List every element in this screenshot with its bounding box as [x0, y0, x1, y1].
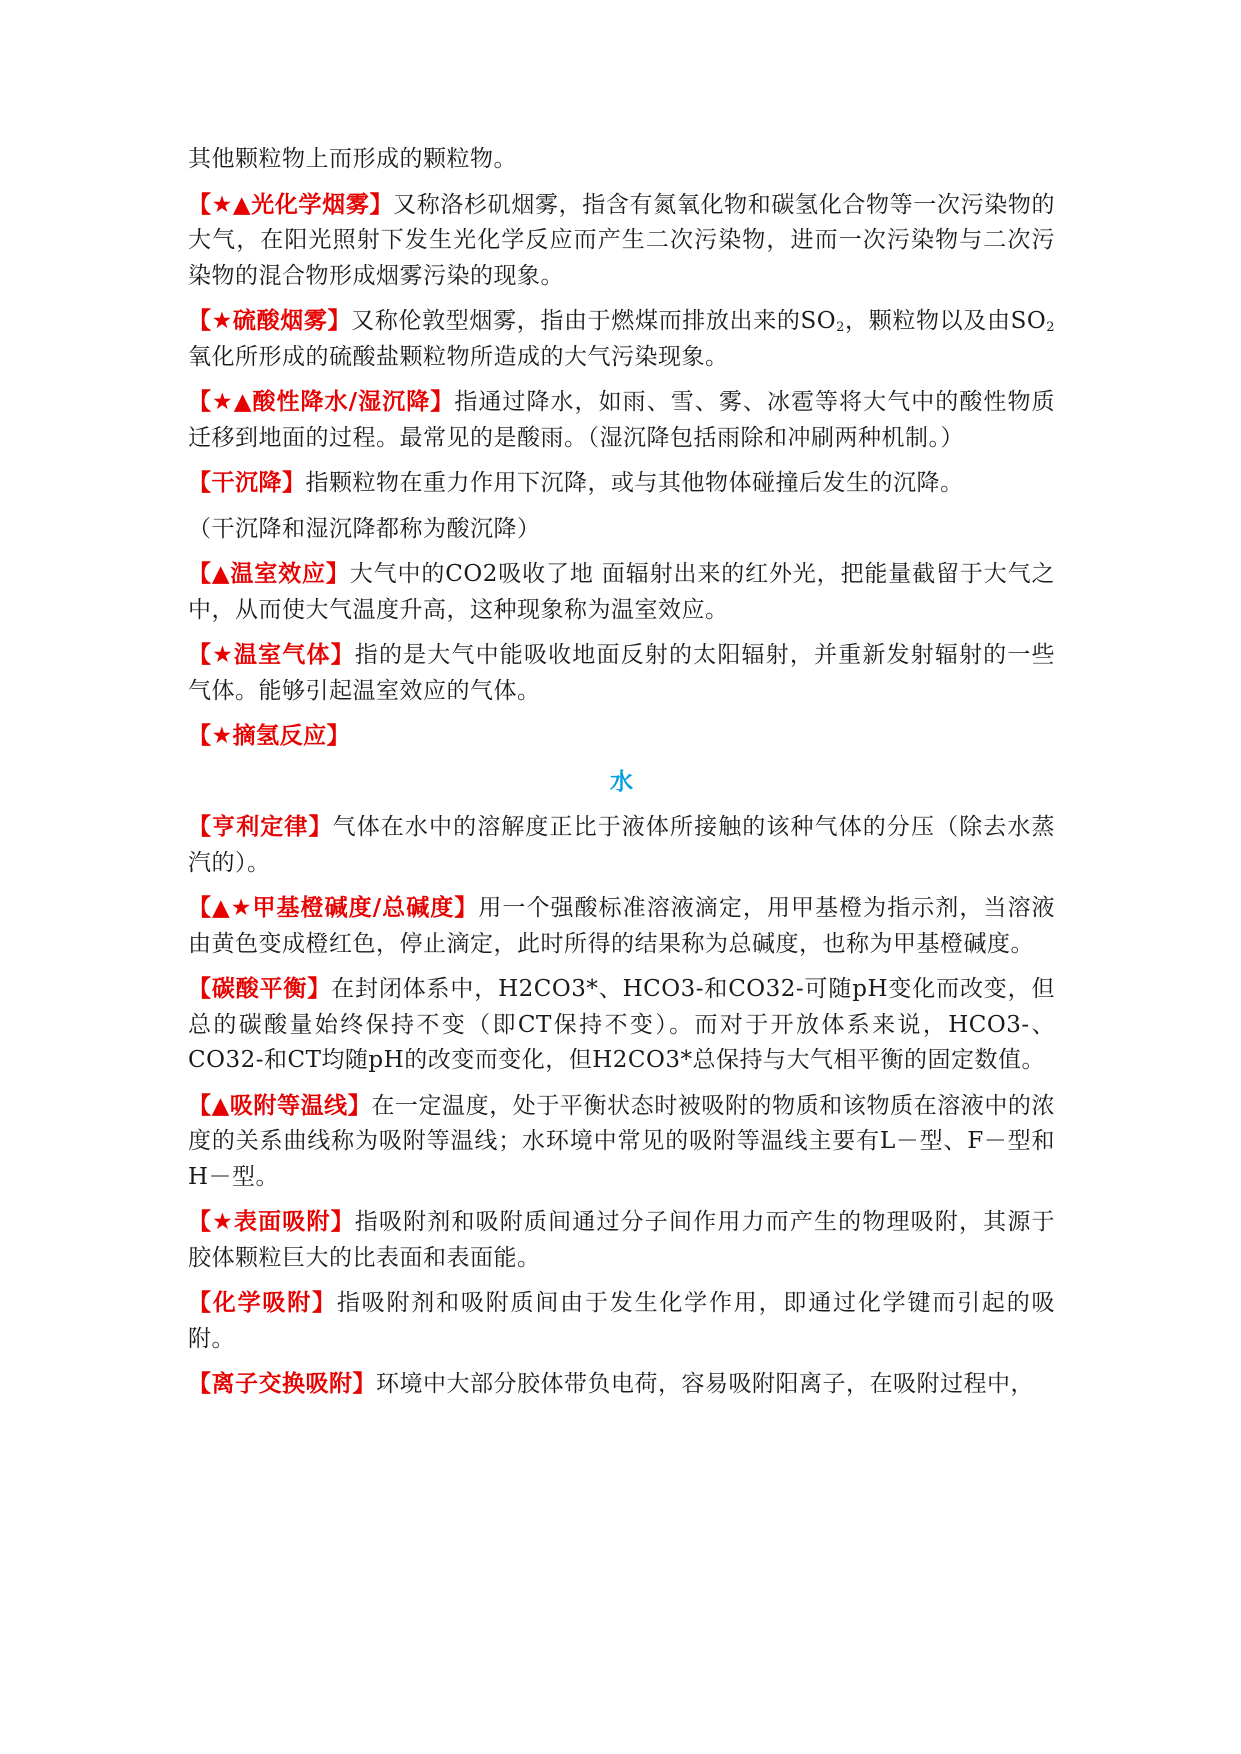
definition-text: 环境中大部分胶体带负电荷，容易吸附阳离子，在吸附过程中，: [376, 1371, 1034, 1397]
term-label: 【★摘氢反应】: [188, 723, 351, 749]
term-label: 【★表面吸附】: [188, 1209, 355, 1235]
definition-chemical-adsorption: [188, 1286, 1055, 1357]
note-acid-deposition: [188, 512, 1055, 548]
definition-text: 指吸附剂和吸附质间由于发生化学作用，即通过化学键而引起的吸附。: [188, 1290, 1056, 1352]
term-label: 【★硫酸烟雾】: [188, 308, 352, 334]
term-label: 【碳酸平衡】: [188, 976, 332, 1002]
term-label: 【★▲光化学烟雾】: [188, 191, 394, 218]
term-label: 【干沉降】: [188, 470, 306, 496]
term-label: 【★▲酸性降水/湿沉降】: [188, 389, 455, 415]
section-heading-water: 水: [610, 768, 633, 795]
definition-text: 指的是大气中能吸收地面反射的太阳辐射，并重新发射辐射的一些气体。能够引起温室效应的气体。: [188, 642, 1055, 704]
definition-photochemical-smog: [188, 188, 1055, 295]
definition-greenhouse-gas: [188, 638, 1055, 709]
definition-text: 指通过降水，如雨、雪、雾、冰雹等将大气中的酸性物质迁移到地面的过程。最常见的是酸雨。（湿沉降包括雨除和冲刷两种机制。）: [188, 389, 1056, 451]
definition-text: 又称洛杉矶烟雾，指含有氮氧化物和碳氢化合物等一次污染物的大气，在阳光照射下发生光化学反应而产生二次污染物，进而一次污染物与二次污染物的混合物形成烟雾污染的现象。: [188, 191, 1056, 289]
definition-acid-precipitation: [188, 385, 1055, 456]
subscript: 2: [1046, 320, 1055, 335]
subscript: 2: [836, 320, 845, 335]
term-label: 【▲★甲基橙碱度/总碱度】: [188, 895, 479, 921]
definition-text: 指颗粒物在重力作用下沉降，或与其他物体碰撞后发生的沉降。: [305, 470, 964, 496]
definition-hydrogen-abstraction: [188, 719, 1055, 755]
definition-total-alkalinity: [188, 891, 1055, 962]
definition-ion-exchange-adsorption: [188, 1367, 1055, 1403]
definition-text: 大气中的CO2吸收了地 面辐射出来的红外光，把能量截留于大气之中，从而使大气温度升高，这种现象称为温室效应。: [188, 561, 1055, 623]
definition-greenhouse-effect: [188, 557, 1055, 628]
note-text: （干沉降和湿沉降都称为酸沉降）: [188, 515, 541, 542]
term-label: 【亨利定律】: [188, 814, 333, 840]
paragraph-continuation: [188, 142, 1055, 178]
definition-text: 在封闭体系中，H2CO3*、HCO3-和CO32-可随pH变化而改变，但总的碳酸量始终保持不变（即CT保持不变）。而对于开放体系来说，HCO3-、CO32-和CT均随pH的改变而变化，但H2CO3*总保持与大气相平衡的固定数值。: [188, 976, 1056, 1073]
definition-text: 又称伦敦型烟雾，指由于燃煤而排放出来的SO: [351, 308, 837, 334]
definition-text: 在一定温度，处于平衡状态时被吸附的物质和该物质在溶液中的浓度的关系曲线称为吸附等温线；水环境中常见的吸附等温线主要有L－型、F－型和H－型。: [188, 1092, 1055, 1190]
term-label: 【▲温室效应】: [188, 561, 350, 587]
term-label: 【化学吸附】: [188, 1290, 337, 1316]
definition-text: 气体在水中的溶解度正比于液体所接触的该种气体的分压（除去水蒸汽的）。: [188, 814, 1056, 876]
definition-carbonate-equilibrium: [188, 972, 1055, 1079]
definition-sulfuric-acid-smog: [188, 304, 1055, 375]
definition-text: 指吸附剂和吸附质间通过分子间作用力而产生的物理吸附，其源于胶体颗粒巨大的比表面和表面能。: [188, 1209, 1055, 1271]
definition-dry-deposition: [188, 466, 1055, 502]
definition-text: ，颗粒物以及由SO: [844, 308, 1047, 334]
term-label: 【离子交换吸附】: [188, 1371, 376, 1397]
definition-henry-law: [188, 810, 1055, 881]
definition-text: 氧化所形成的硫酸盐颗粒物所造成的大气污染现象。: [188, 343, 729, 370]
term-label: 【▲吸附等温线】: [188, 1092, 372, 1119]
definition-text: 用一个强酸标准溶液滴定，用甲基橙为指示剂，当溶液由黄色变成橙红色，停止滴定，此时所得的结果称为总碱度，也称为甲基橙碱度。: [188, 895, 1055, 957]
paragraph-text: 其他颗粒物上而形成的颗粒物。: [188, 146, 517, 172]
definition-adsorption-isotherm: [188, 1089, 1055, 1196]
definition-surface-adsorption: [188, 1205, 1055, 1276]
term-label: 【★温室气体】: [188, 642, 355, 668]
